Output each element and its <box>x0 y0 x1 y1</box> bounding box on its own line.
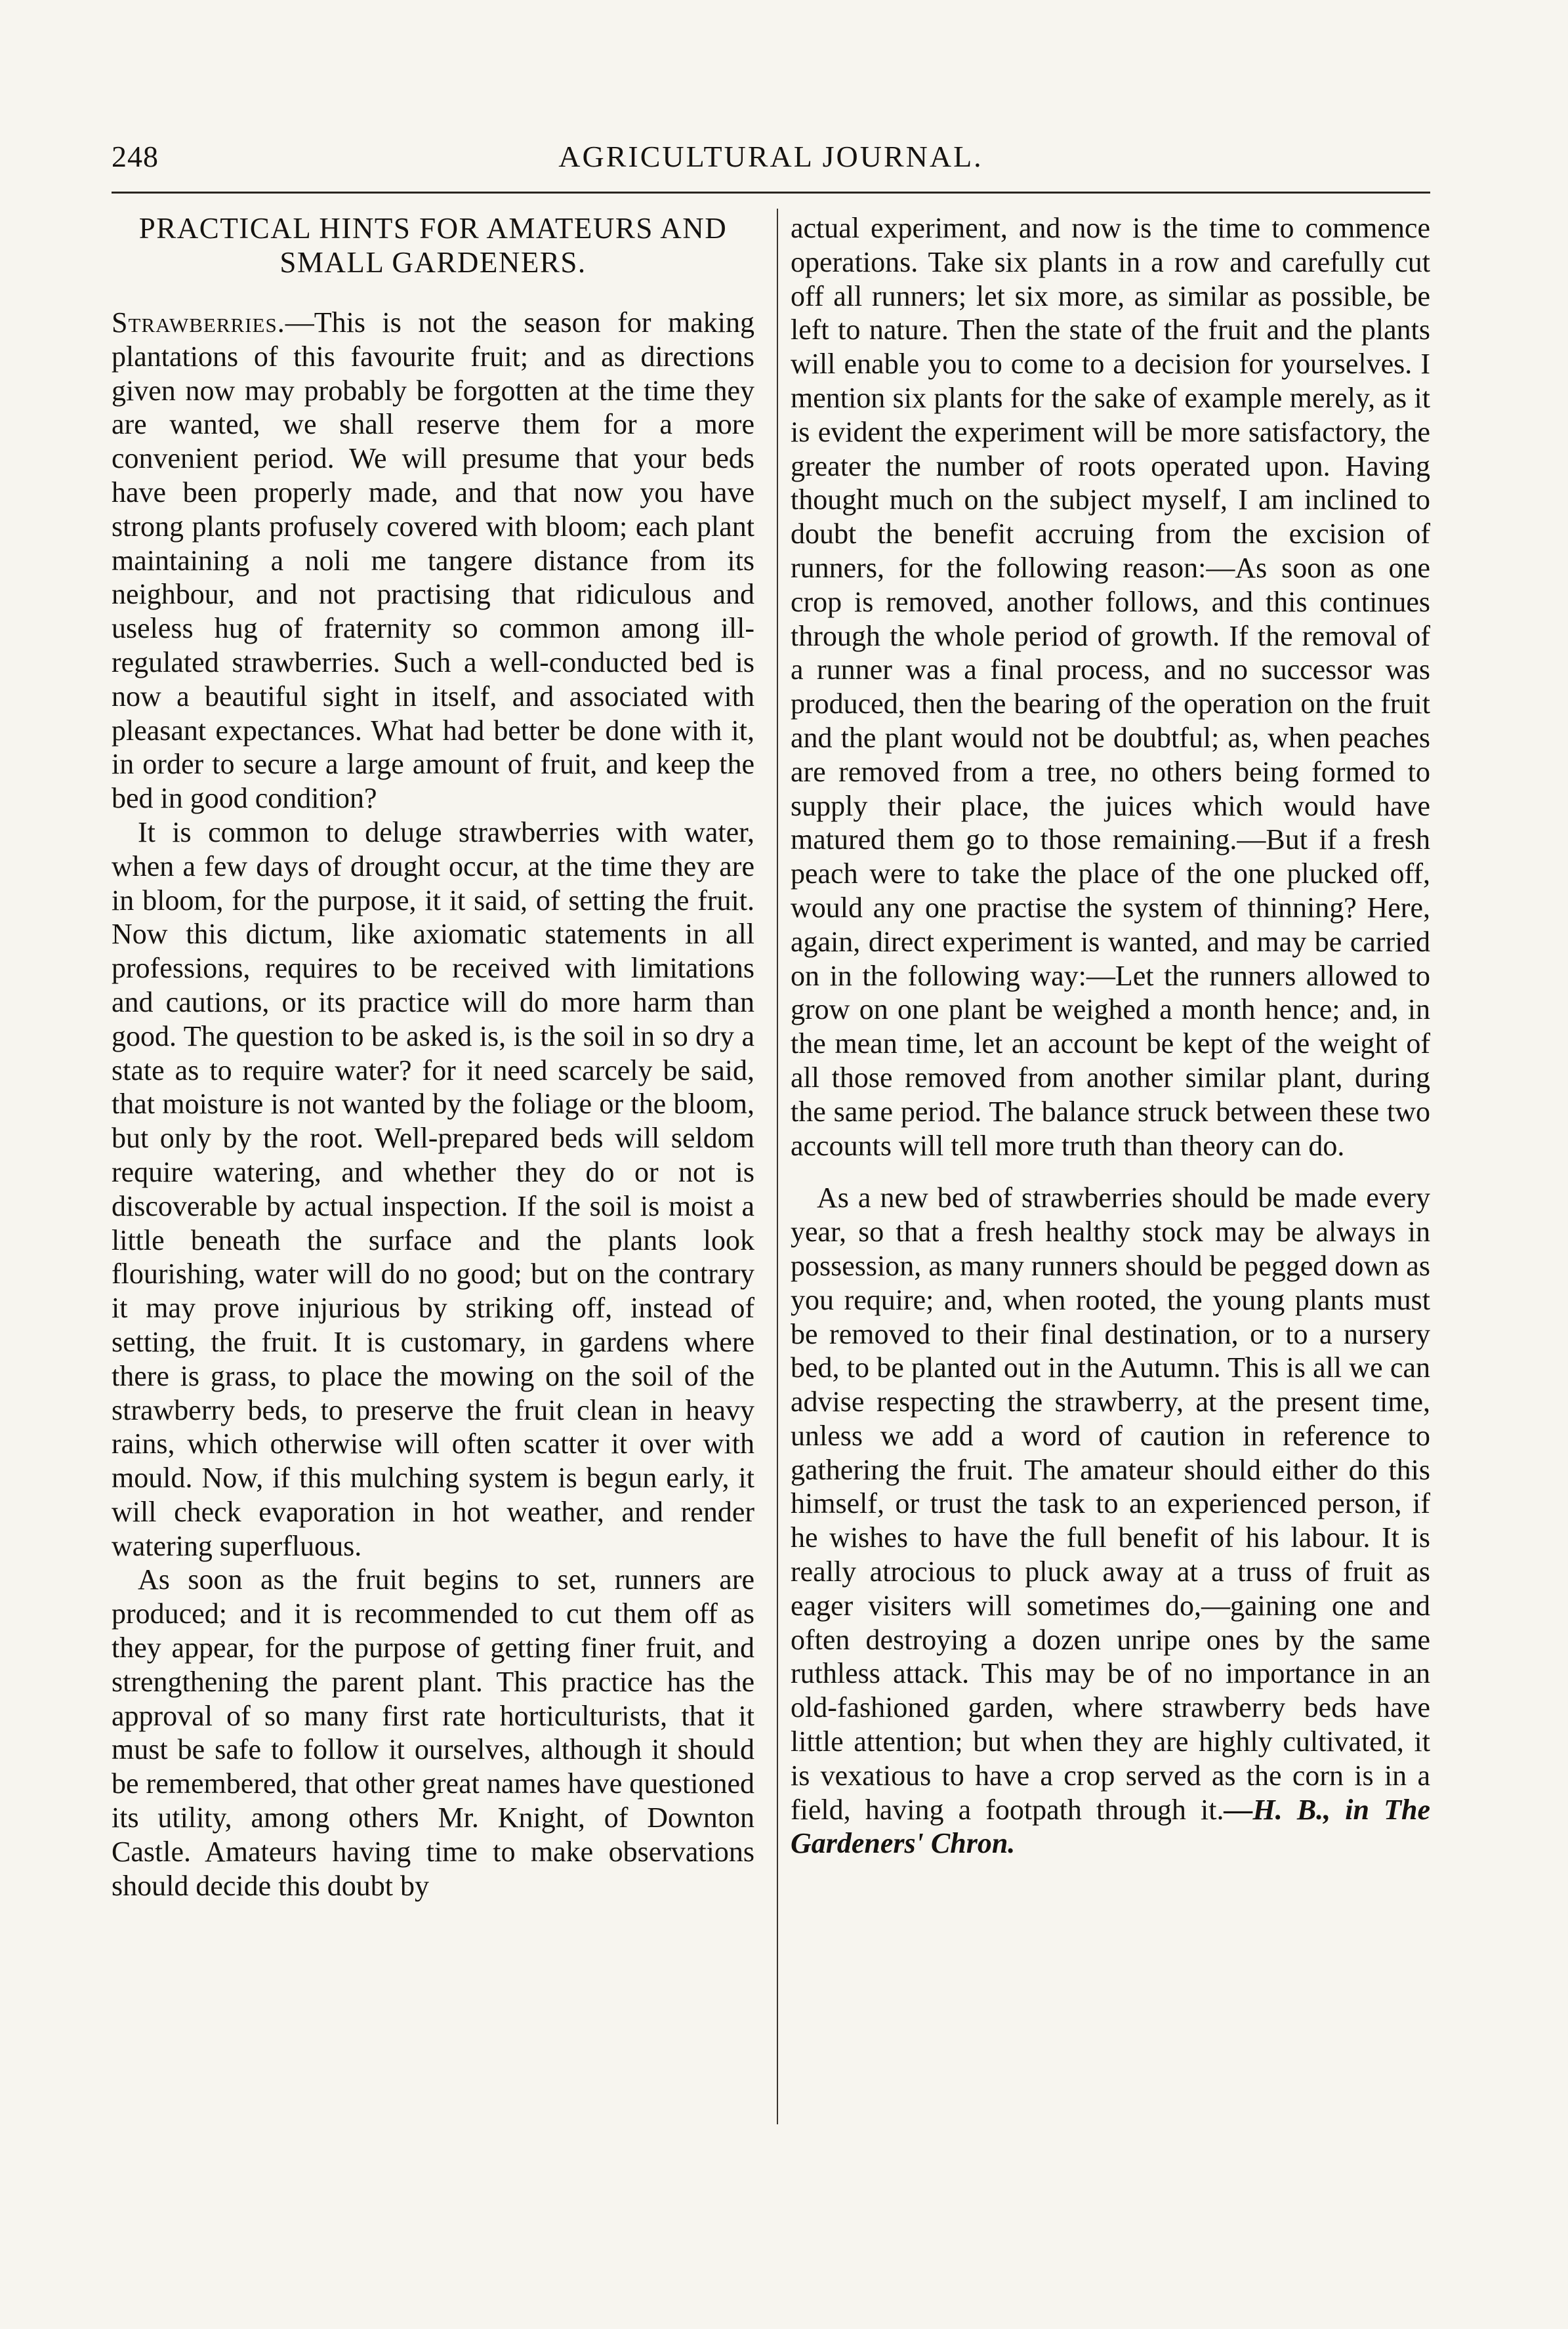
paragraph: It is common to deluge strawberries with water, when a few days of drought occur, at the time they are in bloom, for the purpose, it it said, of setting the fruit. Now this dictum, like axiomatic statements in all professions, requires to be received with limitations and cautions, or its practice will do more harm than good. The question to be asked is, is the soil in so dry a state as to require water? for it need scarcely be said, that moisture is not wanted by the foliage or the bloom, but only by the root. Well-prepared beds will seldom require watering, and whether they do or not is discoverable by actual inspection. If the soil is moist a little beneath the surface and the plants look flourishing, water will do no good; but on the contrary it may prove injurious by striking off, instead of setting, the fruit. It is customary, in gardens where there is grass, to place the mowing on the soil of the strawberry beds, to preserve the fruit clean in heavy rains, which otherwise will often scatter it over with mould. Now, if this mulching system is begun early, it will check evaporation in hot weather, and render watering superfluous. <box>112 815 754 1562</box>
lead-term: Strawberries. <box>112 306 285 339</box>
left-column <box>112 211 754 1903</box>
paragraph: As soon as the fruit begins to set, runners are produced; and it is recommended to cut them off as they appear, for the purpose of getting finer fruit, and strengthening the parent plant. This practice has the approval of so many first rate horticulturists, that it must be safe to follow it ourselves, although it should be remembered, that other great names have questioned its utility, among others Mr. Knight, of Downton Castle. Amateurs having time to make observations should decide this doubt by <box>112 1563 754 1902</box>
right-column <box>791 211 1430 1861</box>
paragraph: actual experiment, and now is the time to commence operations. Take six plants in a row and carefully cut off all runners; let six more, as similar as possible, be left to nature. Then the state of the fruit and the plants will enable you to come to a decision for yourselves. I mention six plants for the sake of example merely, as it is evident the experiment will be more satisfactory, the greater the number of roots operated upon. Having thought much on the subject myself, I am inclined to doubt the benefit accruing from the excision of runners, for the following reason:—As soon as one crop is removed, another follows, and this continues through the whole period of growth. If the removal of a runner was a final process, and no successor was produced, then the bearing of the operation on the fruit and the plant would not be doubtful; as, when peaches are removed from a tree, no others being formed to supply their place, the juices which would have matured them go to those remaining.—But if a fresh peach were to take the place of the one plucked off, would any one practise the system of thinning? Here, again, direct experiment is wanted, and may be carried on in the following way:—Let the runners allowed to grow on one plant be weighed a month hence; and, in the mean time, let an account be kept of the weight of all those removed from another similar plant, during the same period. The balance struck between these two accounts will tell more truth than theory can do. <box>791 212 1430 1162</box>
paragraph-text: —This is not the season for making plantations of this favourite fruit; and as directions given now may probably be forgotten at the time they are wanted, we shall reserve them for a more convenient period. We will presume that your beds have been properly made, and that now you have strong plants profusely covered with bloom; each plant maintaining a noli me tangere distance from its neighbour, and not practising that ridiculous and useless hug of fraternity so common among ill-regulated strawberries. Such a well-conducted bed is now a beautiful sight in itself, and associated with pleasant expectances. What had better be done with it, in order to secure a large amount of fruit, and keep the bed in good condition? <box>112 306 754 815</box>
article-title: PRACTICAL HINTS FOR AMATEURS AND SMALL GARDENERS. <box>138 212 728 279</box>
header-rule <box>112 192 1430 194</box>
article-credit: —H. B., in The Gardeners' Chron. <box>791 1793 1430 1860</box>
page-number: 248 <box>112 140 159 173</box>
column-divider <box>777 209 778 2124</box>
paragraph <box>112 306 754 815</box>
paragraph <box>791 1181 1430 1861</box>
page-header <box>112 139 1430 185</box>
running-title: AGRICULTURAL JOURNAL. <box>558 140 983 173</box>
paragraph-text: As a new bed of strawberries should be made every year, so that a fresh healthy stock may be always in possession, as many runners should be pegged down as you require; and, when rooted, the young plants must be removed to their final destination, or to a nursery bed, to be planted out in the Autumn. This is all we can advise respecting the strawberry, at the present time, unless we add a word of caution in reference to gathering the fruit. The amateur should either do this himself, or trust the task to an experienced person, if he wishes to have the full benefit of his labour. It is really atrocious to pluck away at a truss of fruit as eager visiters will sometimes do,—gaining one and often destroying a dozen unripe ones by the same ruthless attack. This may be of no importance in an old-fashioned garden, where strawberry beds have little attention; but when they are highly cultivated, it is vexatious to have a crop served as the corn is in a field, having a footpath through it. <box>791 1182 1430 1826</box>
